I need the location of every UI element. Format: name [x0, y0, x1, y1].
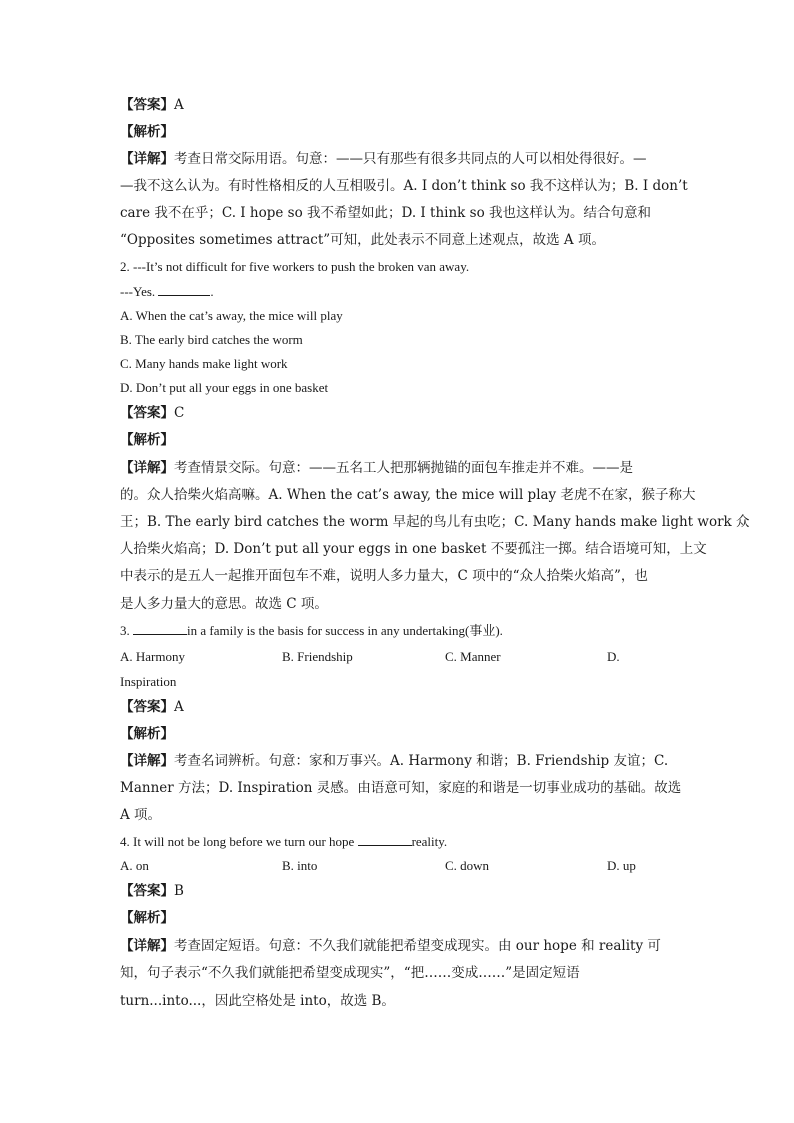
answer-blank: [133, 623, 187, 635]
q1-detail-line-3: care 我不在乎；C. I hope so 我不希望如此；D. I think so 我也这样认为。结合句意和: [120, 205, 651, 221]
q4-answer-line: [120, 883, 184, 899]
q2-detail-line-6: 是人多力量大的意思。故选 C 项。: [120, 596, 328, 612]
q3-detail-line-3: A 项。: [120, 807, 162, 823]
q3-stem: 3. in a family is the basis for success in any undertaking(事业).: [120, 623, 503, 638]
answer-value: B: [174, 883, 184, 899]
answer-value: A: [174, 699, 184, 715]
q2-analysis-label: 【解析】: [120, 432, 174, 448]
q4-stem: 4. It will not be long before we turn our hope reality.: [120, 834, 448, 849]
q2-option-c: C. Many hands make light work: [120, 356, 288, 371]
detail-label: 【详解】: [120, 151, 174, 167]
q2-detail-line-3: 王；B. The early bird catches the worm 早起的鸟儿有虫吃；C. Many hands make light work 众: [120, 514, 750, 530]
q3-option-a: A. Harmony: [120, 649, 185, 664]
q2-detail-line-4: 人拾柴火焰高；D. Don’t put all your eggs in one basket 不要孤注一掷。结合语境可知，上文: [120, 541, 707, 557]
q2-detail-line-1: 【详解】考查情景交际。句意：——五名工人把那辆抛锚的面包车推走并不难。——是: [120, 460, 633, 476]
q2-detail-line-5: 中表示的是五人一起推开面包车不难，说明人多力量大，C 项中的“众人拾柴火焰高”，也: [120, 568, 648, 584]
q3-analysis-label: 【解析】: [120, 726, 174, 742]
detail-label: 【详解】: [120, 753, 174, 769]
q2-option-a: A. When the cat’s away, the mice will play: [120, 308, 343, 323]
q3-detail-line-2: Manner 方法；D. Inspiration 灵感。由语意可知，家庭的和谐是一切事业成功的基础。故选: [120, 780, 682, 796]
q1-detail-line-2: —我不这么认为。有时性格相反的人互相吸引。A. I don’t think so 我不这样认为；B. I don’t: [120, 178, 688, 194]
q4-option-d: D. up: [607, 858, 636, 873]
q1-detail-line-1: 【详解】考查日常交际用语。句意：——只有那些有很多共同点的人可以相处得很好。—: [120, 151, 647, 167]
answer-value: A: [174, 97, 184, 113]
q1-detail-line-4: “Opposites sometimes attract”可知，此处表示不同意上述观点，故选 A 项。: [120, 232, 605, 248]
q4-option-c: C. down: [445, 858, 490, 873]
q2-option-b: B. The early bird catches the worm: [120, 332, 303, 347]
q4-detail-line-1: 【详解】考查固定短语。句意：不久我们就能把希望变成现实。由 our hope 和 reality 可: [120, 938, 661, 954]
q3-answer-line: [120, 699, 184, 715]
q1-analysis-label: 【解析】: [120, 124, 174, 140]
q3-option-d-text: Inspiration: [120, 674, 177, 689]
answer-blank: [158, 284, 210, 296]
q4-detail-line-2: 知，句子表示“不久我们就能把希望变成现实”，“把……变成……”是固定短语: [120, 965, 580, 981]
q3-option-b: B. Friendship: [282, 649, 353, 664]
q2-reply: ---Yes. .: [120, 284, 214, 299]
q4-option-b: B. into: [282, 858, 318, 873]
answer-label: 【答案】: [120, 405, 174, 421]
q1-answer-line: [120, 97, 184, 113]
q4-option-a: A. on: [120, 858, 149, 873]
q3-detail-line-1: 【详解】考查名词辨析。句意：家和万事兴。A. Harmony 和谐；B. Friendship 友谊；C.: [120, 753, 669, 769]
detail-label: 【详解】: [120, 938, 174, 954]
answer-label: 【答案】: [120, 883, 174, 899]
detail-label: 【详解】: [120, 460, 174, 476]
answer-label: 【答案】: [120, 699, 174, 715]
q2-answer-line: [120, 405, 184, 421]
answer-blank: [358, 834, 412, 846]
q2-detail-line-2: 的。众人拾柴火焰高嘛。A. When the cat’s away, the mice will play 老虎不在家，猴子称大: [120, 487, 696, 503]
q2-option-d: D. Don’t put all your eggs in one basket: [120, 380, 329, 395]
q3-option-c: C. Manner: [445, 649, 501, 664]
q4-analysis-label: 【解析】: [120, 910, 174, 926]
q2-stem: 2. ---It’s not difficult for five workers to push the broken van away.: [120, 259, 470, 274]
q3-option-d: D.: [607, 649, 620, 664]
q4-detail-line-3: turn...into...，因此空格处是 into，故选 B。: [120, 993, 395, 1009]
answer-value: C: [174, 405, 185, 421]
answer-label: 【答案】: [120, 97, 174, 113]
